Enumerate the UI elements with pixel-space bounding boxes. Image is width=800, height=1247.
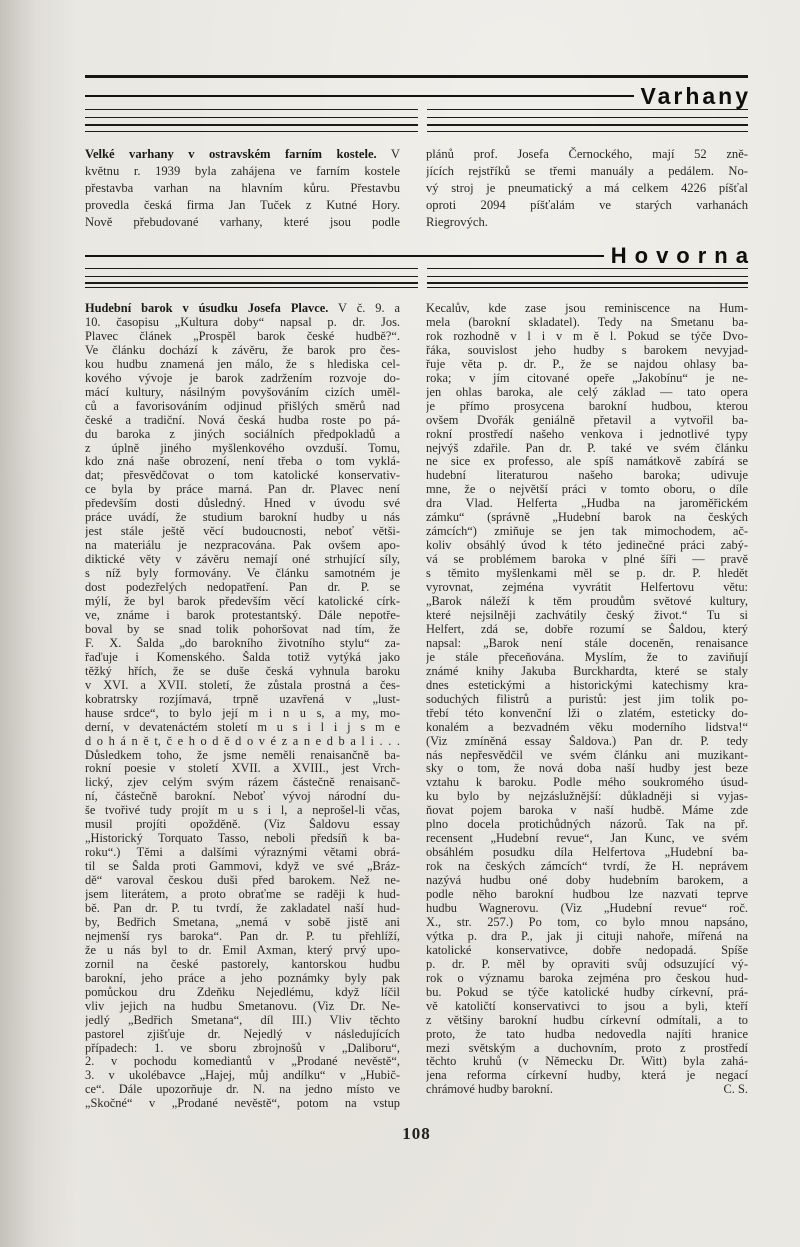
text-line: zámcích“) zmiňuje se jen tak mimochodem, ač- bbox=[426, 525, 748, 539]
text-line: sky o tom, že nová doba naší hudby jest beze bbox=[426, 762, 748, 776]
text-line: provedla česká firma Jan Tuček z Kutné Hory. bbox=[85, 198, 400, 212]
text-line: pastorel zjišťuje dr. Nejedlý v následujících bbox=[85, 1027, 400, 1041]
text-line: kou hudbu znamená jen málo, že s hlediska cel- bbox=[85, 357, 400, 371]
divider-rule bbox=[85, 255, 604, 257]
text-line: Nově přebudované varhany, které jsou podle bbox=[85, 215, 400, 229]
text-line: řaďuje i Komenského. Šalda totiž vytýká jako bbox=[85, 650, 400, 664]
scan-gutter-shadow bbox=[0, 0, 78, 1247]
text-line: těžký hřích, že se duše česká vyhnula baroku bbox=[85, 664, 400, 678]
text-line: bě. Pan dr. P. tu tvrdí, že zakladatel naší hud- bbox=[85, 901, 400, 915]
text-line: dat; přesvědčovat o tom katolické konservativ- bbox=[85, 469, 400, 483]
text-line: rok na českých zámcích“ tvrdí, že H. neprávem bbox=[426, 860, 748, 874]
text-line: obsáhlém posudku díla Helfertova „Hudební ba- bbox=[426, 846, 748, 860]
text-line: na materiálu je nezpracována. Pak ovšem apo- bbox=[85, 539, 400, 553]
text-line: Helfert, zdá se, dobře rozumí se Šaldou, který bbox=[426, 622, 748, 636]
text-line: boval by se snad tolik pohoršovat nad tím, že bbox=[85, 622, 400, 636]
text-line: rok rozhodně v l i v m ě l. Pokud se týče Dvo- bbox=[426, 329, 748, 343]
text-line: vztahu k baroku. Podle mého soukromého úsud- bbox=[426, 776, 748, 790]
varhany-right-column bbox=[426, 146, 748, 231]
text-line: z většiny barokní hudbu církevní odmítali, a to bbox=[426, 1013, 748, 1027]
text-line: práce uvádí, že studium barokní hudby u nás bbox=[85, 511, 400, 525]
text-line: jsem literátem, a proto obraťme se raději k hud- bbox=[85, 888, 400, 902]
text-line: vý stroj je pneumatický a má celkem 4226 píšťal bbox=[426, 181, 748, 195]
text-line: zámku“ (správně „Hudební barok na českých bbox=[426, 511, 748, 525]
text-line: F. X. Šalda „do barokního životního stylu“ za- bbox=[85, 636, 400, 650]
divider-rule bbox=[85, 131, 748, 132]
text-line: „Historický Torquato Tasso, neboli předsíň k ba- bbox=[85, 832, 400, 846]
text-line: mácí kultury, násilným povyšováním cizích uměl- bbox=[85, 385, 400, 399]
text-line: Velké varhany v ostravském farním kostele. V bbox=[85, 147, 400, 161]
text-line: „Skočné“ v „Prodané nevěstě“, potom na vstup bbox=[85, 1097, 400, 1111]
text-line: rokní prostředí našeho venkova i jednotlivé typy bbox=[426, 427, 748, 441]
text-line: Riegrových. bbox=[426, 215, 488, 229]
text-line: musil projíti opožděně. (Viz Šaldovu essay bbox=[85, 818, 400, 832]
text-line: řáka, souvislost jeho hudby s barokem nevyjad- bbox=[426, 343, 748, 357]
divider-rule bbox=[85, 109, 748, 110]
text-line: ce“. Dále upozorňuje dr. N. na jedno místo ve bbox=[85, 1083, 400, 1097]
text-line: jena reforma církevní hudby, která je negací bbox=[426, 1069, 748, 1083]
varhany-left-column bbox=[85, 146, 400, 231]
text-line: dra Vlad. Helferta „Hudba na jaroměřickém bbox=[426, 497, 748, 511]
text-line: barokní, jeho práce a jeho poznámky byly pak bbox=[85, 971, 400, 985]
text-line: nejmenší rys baroka“. Pan dr. P. tu přehlíží, bbox=[85, 929, 400, 943]
text-line: s níž byly formovány. Ve článku samotném je bbox=[85, 567, 400, 581]
text-line: bu. Pokud se týče katolické hudby církevní, prá- bbox=[426, 985, 748, 999]
text-line: v XVI. a XVII. století, že zůstala prostná a čes- bbox=[85, 678, 400, 692]
text-line: recensent „Hudební revue“, Jan Kunc, ve svém bbox=[426, 832, 748, 846]
section-hovorna bbox=[85, 243, 756, 1111]
section-varhany bbox=[85, 75, 751, 231]
text-line: vě katoličtí konservativci to jsou a byli, kteří bbox=[426, 999, 748, 1013]
hovorna-right-column bbox=[426, 302, 748, 1111]
text-line: soduchých filistrů a puristů: jest jim tolik po- bbox=[426, 692, 748, 706]
divider-rule bbox=[85, 117, 748, 118]
divider-rule bbox=[85, 287, 748, 288]
varhany-header bbox=[85, 83, 751, 109]
hovorna-columns bbox=[85, 302, 748, 1111]
section-title-varhany: Varhany bbox=[640, 83, 751, 109]
page-number: 108 bbox=[402, 1124, 431, 1144]
hovorna-left-column bbox=[85, 302, 400, 1111]
text-line: jen ohlas baroka, ale celý základ — tato opera bbox=[426, 385, 748, 399]
hovorna-header bbox=[85, 243, 756, 268]
text-line: plánů prof. Josefa Černockého, mají 52 zně- bbox=[426, 147, 748, 161]
text-line: plno docela protichůdných názorů. Tak na př. bbox=[426, 818, 748, 832]
text-line: především dosti důsledný. Hned v úvodu své bbox=[85, 497, 400, 511]
text-line: Ve článku dochází k závěru, že barok pro čes- bbox=[85, 343, 400, 357]
text-line: mela (barokní skladatel). Tedy na Smetanu ba- bbox=[426, 315, 748, 329]
divider-rule bbox=[85, 75, 748, 78]
text-line: 3. v ukolébavce „Hajej, můj andílku“ v „Hubič- bbox=[85, 1069, 400, 1083]
varhany-columns bbox=[85, 146, 748, 231]
text-line: květnu r. 1939 byla zahájena ve farním kostele bbox=[85, 164, 400, 178]
text-line: mne, že o největší práci v tomto oboru, o díle bbox=[426, 483, 748, 497]
text-line: ku bylo by nejzáslužnější: důkladněji si vyjas- bbox=[426, 790, 748, 804]
text-line: vyrovnat, zejména vyvrátit Helfertovu větu: bbox=[426, 581, 748, 595]
text-line: diktické věty v závěru nemají oné strhující síly, bbox=[85, 553, 400, 567]
text-line: oproti 2094 píšťalám ve starých varhanách bbox=[426, 198, 748, 212]
text-line: ne sice ex professo, ale spíš namátkově zabírá se bbox=[426, 455, 748, 469]
text-line: těchto kruhů (v Německu Dr. Witt) byla zahá- bbox=[426, 1055, 748, 1069]
text-line: Kecalův, kde zase jsou reminiscence na Hum- bbox=[426, 302, 748, 315]
text-line: kového vývoje je barok zadržením rozvoje do- bbox=[85, 371, 400, 385]
text-line: dnes estetickými a historickými katechismy kra- bbox=[426, 678, 748, 692]
text-line: vá se problémem baroka v plné šíři — pravě bbox=[426, 553, 748, 567]
text-line: kdo zná naše obrození, není třeba o tom vyklá- bbox=[85, 455, 400, 469]
text-line: z úplně jiného myšlenkového ovzduší. Tomu, bbox=[85, 441, 400, 455]
text-line: napsal: „Barok není stále doceněn, renaisance bbox=[426, 636, 748, 650]
text-line: dost podezřelých nedopatření. Pan dr. P. se bbox=[85, 581, 400, 595]
text-line: ve, známe i barok protestantský. Dále nepotře- bbox=[85, 608, 400, 622]
text-line: hudbu Wagnerovu. (Viz „Hudební revue“ roč. bbox=[426, 901, 748, 915]
text-line: české a tradiční. Nová česká hudba roste po pá- bbox=[85, 413, 400, 427]
divider-rule bbox=[85, 124, 748, 126]
text-line: ce byla by práce marná. Pan dr. Plavec není bbox=[85, 483, 400, 497]
text-line: výtka p. dra P., jak ji cituji nahoře, mířená na bbox=[426, 929, 748, 943]
text-line: mýlí, že byl barok především věcí katolické círk- bbox=[85, 595, 400, 609]
text-line: by, Bedřich Smetana, „nemá v sobě jistě ani bbox=[85, 915, 400, 929]
text-line: nejvýš zdařile. Pan dr. P. také ve svém článku bbox=[426, 441, 748, 455]
text-line: s těmito myšlenkami měl se p. dr. P. hledět bbox=[426, 567, 748, 581]
text-line: 2. v pochodu komediantů v „Prodané nevěstě“, bbox=[85, 1055, 400, 1069]
section-title-hovorna: Hovorna bbox=[610, 243, 756, 268]
text-line: X., str. 257.) Po tom, co bylo mnou napsáno, bbox=[426, 915, 748, 929]
text-line: Plavec článek „Prospěl barok české hudbě?“. bbox=[85, 329, 400, 343]
text-line: ňovat pojem baroka v naší hudbě. Máme zde bbox=[426, 804, 748, 818]
text-line: til se Šalda proti Gammovi, když ve své „Bráz- bbox=[85, 860, 400, 874]
text-line: koliv obsáhlý úvod k této jedinečné práci zabý- bbox=[426, 539, 748, 553]
text-line: še tvořivé tudy projít m u s i l, a neprošel-li včas, bbox=[85, 804, 400, 818]
text-line: roka; v jím citované opeře „Jakobínu“ je ne- bbox=[426, 371, 748, 385]
text-line: přestavba varhan na hlavním kůru. Přestavbu bbox=[85, 181, 400, 195]
text-line: „Barok náleží k těm proudům světové kultury, bbox=[426, 595, 748, 609]
text-line: zornil na české pastorely, kantorskou hudbu bbox=[85, 957, 400, 971]
text-line: katolické konservativce, dobře nedopadá. Spíše bbox=[426, 943, 748, 957]
text-line: známé knihy Jakuba Burckhardta, které se staly bbox=[426, 664, 748, 678]
divider-rule bbox=[85, 276, 748, 277]
text-line: že u nás byl to dr. Emil Axman, který prvý upo- bbox=[85, 943, 400, 957]
text-line: Hudební barok v úsudku Josefa Plavce. V č. 9. a bbox=[85, 302, 400, 315]
text-line: hause srdce“, to bylo její m i n u s, a my, mo- bbox=[85, 706, 400, 720]
text-line: derní, v devatenáctém století m u s i l i j s m e bbox=[85, 720, 400, 734]
text-line: ovšem Dvořák geniálně přetavil a vytvořil ba- bbox=[426, 413, 748, 427]
text-line: podle něho barokní hudbou lze nazvati teprve bbox=[426, 888, 748, 902]
text-line: d o h á n ě t, č e h o d ě d o v é z a n e d b a l i . . . bbox=[85, 734, 400, 748]
text-line: které nejsilněji zachvátily český život.“ Tu si bbox=[426, 608, 748, 622]
text-line: rok o významu baroka zejména pro českou hud- bbox=[426, 971, 748, 985]
text-line: pomůckou dru Zdeňku Nejedlému, když líčil bbox=[85, 985, 400, 999]
divider-rule bbox=[85, 95, 634, 97]
text-line: konalém a bezvadném věku moderního lidstva!“ bbox=[426, 720, 748, 734]
text-line: roku“.) Těmi a dalšími výraznými větami obrá- bbox=[85, 846, 400, 860]
text-line: (Viz zmíněná essay Šaldova.) Pan dr. P. tedy bbox=[426, 734, 748, 748]
text-line: ců a favorisováním odjinud přišlých směrů nad bbox=[85, 399, 400, 413]
text-line: chrámové hudby barokní. C. S. bbox=[426, 1083, 748, 1097]
text-line: hudební literaturou našeho baroka; udivuje bbox=[426, 469, 748, 483]
text-line: lický, zjev celým svým rázem částečně renaisanč- bbox=[85, 776, 400, 790]
text-line: je přímo prosycena barokní hudbou, kterou bbox=[426, 399, 748, 413]
text-line: případech: 1. ve sboru zbrojnošů v „Daliboru“, bbox=[85, 1041, 400, 1055]
text-line: dě“ varoval českou duši před barokem. Než ne- bbox=[85, 874, 400, 888]
text-line: kobratrsky rozjímavá, trpně uzavřená v „lust- bbox=[85, 692, 400, 706]
text-line: proto, že tato hudba nedovedla najíti hranice bbox=[426, 1027, 748, 1041]
text-line: Důsledkem toho, že jsme neměli renaisančně ba- bbox=[85, 748, 400, 762]
text-line: jedlý „Bedřich Smetana“, díl III.) Vliv těchto bbox=[85, 1013, 400, 1027]
text-line: je stále přeceňována. Myslím, že to zaviňují bbox=[426, 650, 748, 664]
text-line: p. dr. P. měl by opraviti svůj odsuzující vý- bbox=[426, 957, 748, 971]
text-line: du baroka z jiných sociálních předpokladů a bbox=[85, 427, 400, 441]
text-line: jest stále ještě věcí budoucnosti, neboť větši- bbox=[85, 525, 400, 539]
text-line: řuje věta p. dr. P., že se najdou ohlasy ba- bbox=[426, 357, 748, 371]
divider-rule bbox=[85, 282, 748, 284]
text-line: rokní poesie v století XVII. a XVIII., jest Vrch- bbox=[85, 762, 400, 776]
text-line: mezi světským a duchovním, proto z prostředí bbox=[426, 1041, 748, 1055]
text-line: třebí této konvenční lži o zlatém, esteticky do- bbox=[426, 706, 748, 720]
text-line: jících rejstříků se třemi manuály a pedálem. No- bbox=[426, 164, 748, 178]
author-initials: C. S. bbox=[723, 1083, 748, 1097]
page-paper bbox=[85, 0, 756, 1144]
text-line: nás nepřesvědčil ve svém článku ani muzikant- bbox=[426, 748, 748, 762]
text-line: nazývá hudbu oné doby hudebním barokem, a bbox=[426, 874, 748, 888]
text-line: vliv jejich na hudbu Smetanovu. (Viz Dr. Ne- bbox=[85, 999, 400, 1013]
divider-rule bbox=[85, 268, 748, 269]
text-line: ní, částečně barokní. Neboť vývoj národní du- bbox=[85, 790, 400, 804]
text-line: 10. časopisu „Kultura doby“ napsal p. dr. Jos. bbox=[85, 315, 400, 329]
